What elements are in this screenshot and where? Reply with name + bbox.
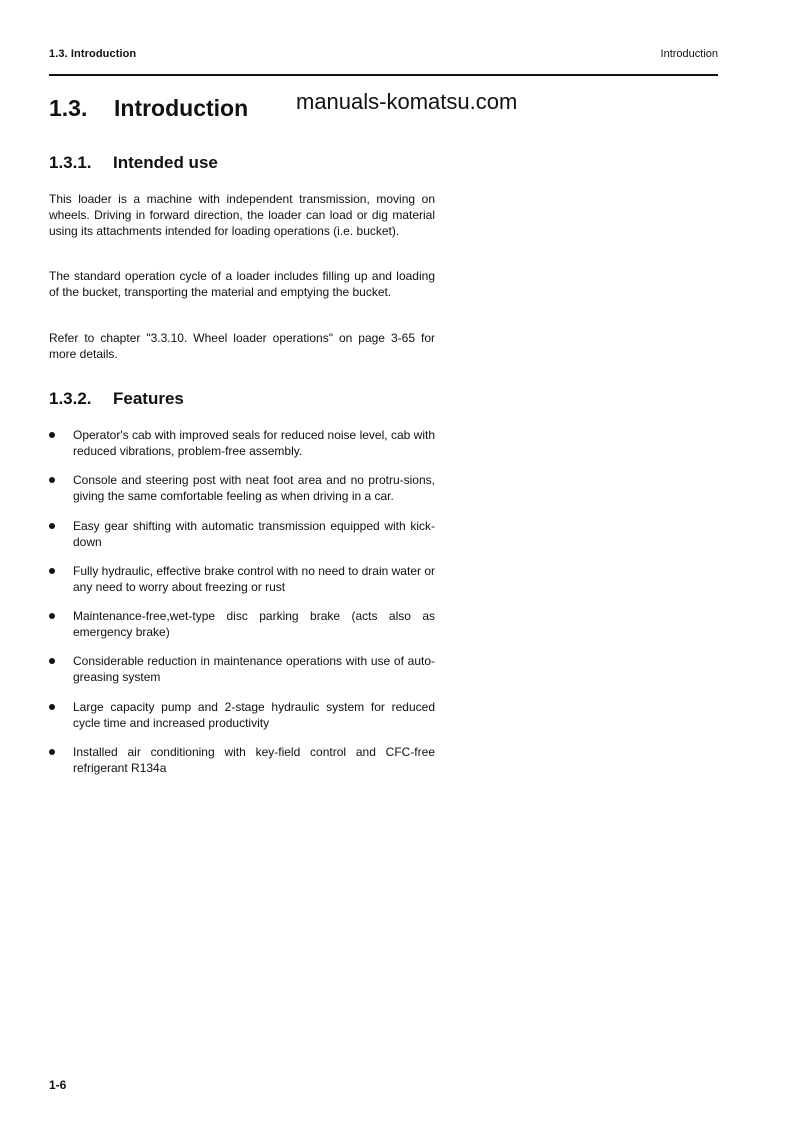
watermark-text: manuals-komatsu.com	[296, 89, 518, 114]
section-number: 1.3.1.	[49, 153, 92, 172]
section-heading-features	[49, 389, 184, 409]
bullet-icon	[49, 658, 55, 664]
list-item	[49, 563, 435, 608]
header-rule	[49, 74, 718, 76]
bullet-icon	[49, 523, 55, 529]
bullet-icon	[49, 704, 55, 710]
list-item	[49, 699, 435, 744]
page-number: 1-6	[49, 1078, 67, 1092]
list-item-text: Installed air conditioning with key-field control and CFC-free refrigerant R134a	[73, 745, 435, 776]
list-item	[49, 472, 435, 517]
section-heading-intended-use	[49, 153, 218, 173]
paragraph: Refer to chapter "3.3.10. Wheel loader operations" on page 3-65 for more details.	[49, 331, 435, 361]
running-header-section: 1.3. Introduction	[49, 48, 137, 60]
list-item-text: Operator's cab with improved seals for reduced noise level, cab with reduced vibrations, problem-free assembly.	[73, 428, 435, 458]
paragraph: This loader is a machine with independent transmission, moving on wheels. Driving in forward direction, the loader can load or dig material using its attachments intended for loading operations (i.e. bucket).	[49, 192, 435, 238]
bullet-icon	[49, 432, 55, 438]
list-item	[49, 608, 435, 653]
section-title: Intended use	[113, 153, 218, 172]
list-item-text: Console and steering post with neat foot area and no protru-sions, giving the same comfortable feeling as when driving in a car.	[73, 473, 435, 504]
bullet-icon	[49, 477, 55, 483]
paragraph: The standard operation cycle of a loader includes filling up and loading of the bucket, transporting the material and emptying the bucket.	[49, 269, 435, 299]
list-item-text: Easy gear shifting with automatic transmission equipped with kick-down	[73, 518, 435, 549]
chapter-heading	[49, 95, 248, 122]
bullet-icon	[49, 613, 55, 619]
section-number: 1.3.2.	[49, 389, 92, 408]
chapter-number: 1.3.	[49, 95, 88, 121]
list-item	[49, 653, 435, 698]
section-title: Features	[113, 389, 184, 408]
list-item	[49, 744, 435, 789]
list-item-text: Fully hydraulic, effective brake control with no need to drain water or any need to worry about freezing or rust	[73, 563, 435, 594]
list-item-text: Considerable reduction in maintenance operations with use of auto-greasing system	[73, 654, 435, 685]
features-list	[49, 427, 435, 789]
running-header-title: Introduction	[660, 48, 718, 60]
bullet-icon	[49, 749, 55, 755]
list-item	[49, 518, 435, 563]
list-item	[49, 427, 435, 472]
chapter-title: Introduction	[114, 95, 249, 121]
list-item-text: Large capacity pump and 2-stage hydraulic system for reduced cycle time and increased productivity	[73, 699, 435, 730]
list-item-text: Maintenance-free,wet-type disc parking brake (acts also as emergency brake)	[73, 609, 435, 640]
bullet-icon	[49, 568, 55, 574]
